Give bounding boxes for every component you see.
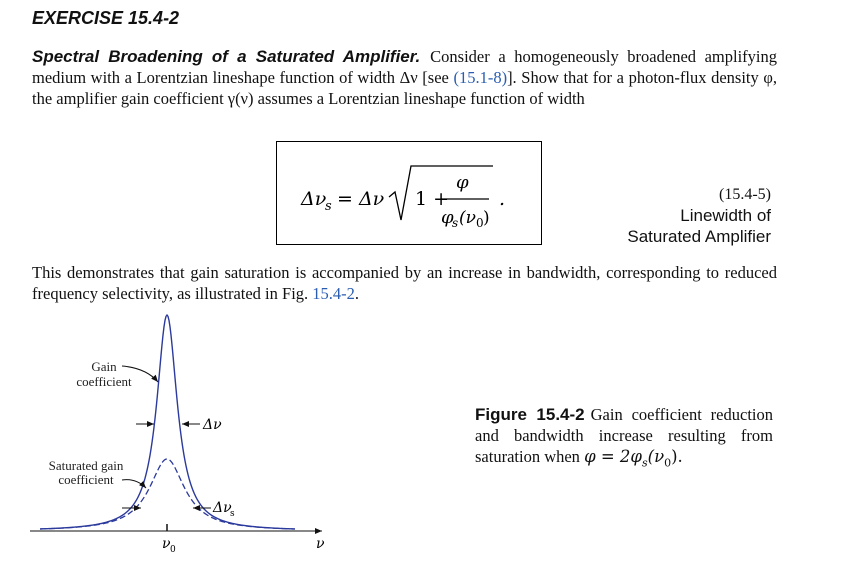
eq-denominator-close: ) [483,208,490,228]
equation-box [276,141,542,245]
eq-one-plus: 1 + [415,188,450,210]
eq-denominator: φ [441,207,454,228]
figure-number: Figure 15.4-2 [475,405,585,424]
axis-end-label: ν [316,536,325,552]
gain-figure [0,300,360,562]
eq-lhs-sub: s [325,199,332,214]
equation-reference-link[interactable]: (15.1-8) [453,68,508,87]
conclusion-paragraph [32,262,777,304]
exercise-title: Spectral Broadening of a Saturated Amplifier. [32,47,421,66]
exercise-statement [32,46,777,109]
equation-caption [600,205,771,247]
sat-width-sub: s [230,509,235,519]
conclusion-text-part2: . [354,284,360,303]
conclusion-text-part1: This demonstrates that gain saturation is accompanied by an increase in bandwidth, corresponding to reduced frequency selectivity, as illustrated in Fig. [32,263,777,303]
gain-coefficient-curve [40,315,295,529]
figure-caption-condition: $\varphi = 2\varphi_s(\nu_0)$. [584,447,683,470]
equation-svg [277,142,543,246]
equation-number: (15.4-5) [719,186,771,203]
figure-reference-link[interactable]: 15.4-2 [312,284,355,303]
equation-caption-line1: Linewidth of [680,206,771,225]
eq-numerator: φ [456,172,469,193]
saturated-label-line2: coefficient [58,472,114,487]
eq-equals: = Δν [337,188,385,210]
axis-center-sub: 0 [170,545,176,555]
eq-denominator-arg: (ν [459,208,476,228]
eq-lhs: Δν [301,188,327,210]
exercise-text-part1: Consider a homogeneously broadened amplifying medium with a Lorentzian lineshape function of width Δν [see [32,47,778,87]
gain-label-line1: Gain [91,359,117,374]
exercise-heading: EXERCISE 15.4-2 [32,8,180,28]
saturated-label-line1: Saturated gain [48,458,124,473]
eq-denominator-sub: s [452,216,459,230]
axis-center-label: ν [162,536,171,552]
eq-period: . [499,188,506,210]
equation-caption-line2: Saturated Amplifier [627,227,771,246]
sat-width-label: Δν [213,500,232,516]
eq-denominator-arg-sub: 0 [476,216,484,230]
exercise-text-part2: ]. Show that for a photon-flux density φ, the amplifier gain coefficient γ(ν) assumes a Lorentzian lineshape function of width [32,68,777,108]
figure-caption-text: Gain coefficient reduction and bandwidth increase resulting from saturation when [475,405,773,466]
gain-label-line2: coefficient [76,374,132,389]
figure-caption [475,404,773,473]
width-label: Δν [203,417,222,433]
